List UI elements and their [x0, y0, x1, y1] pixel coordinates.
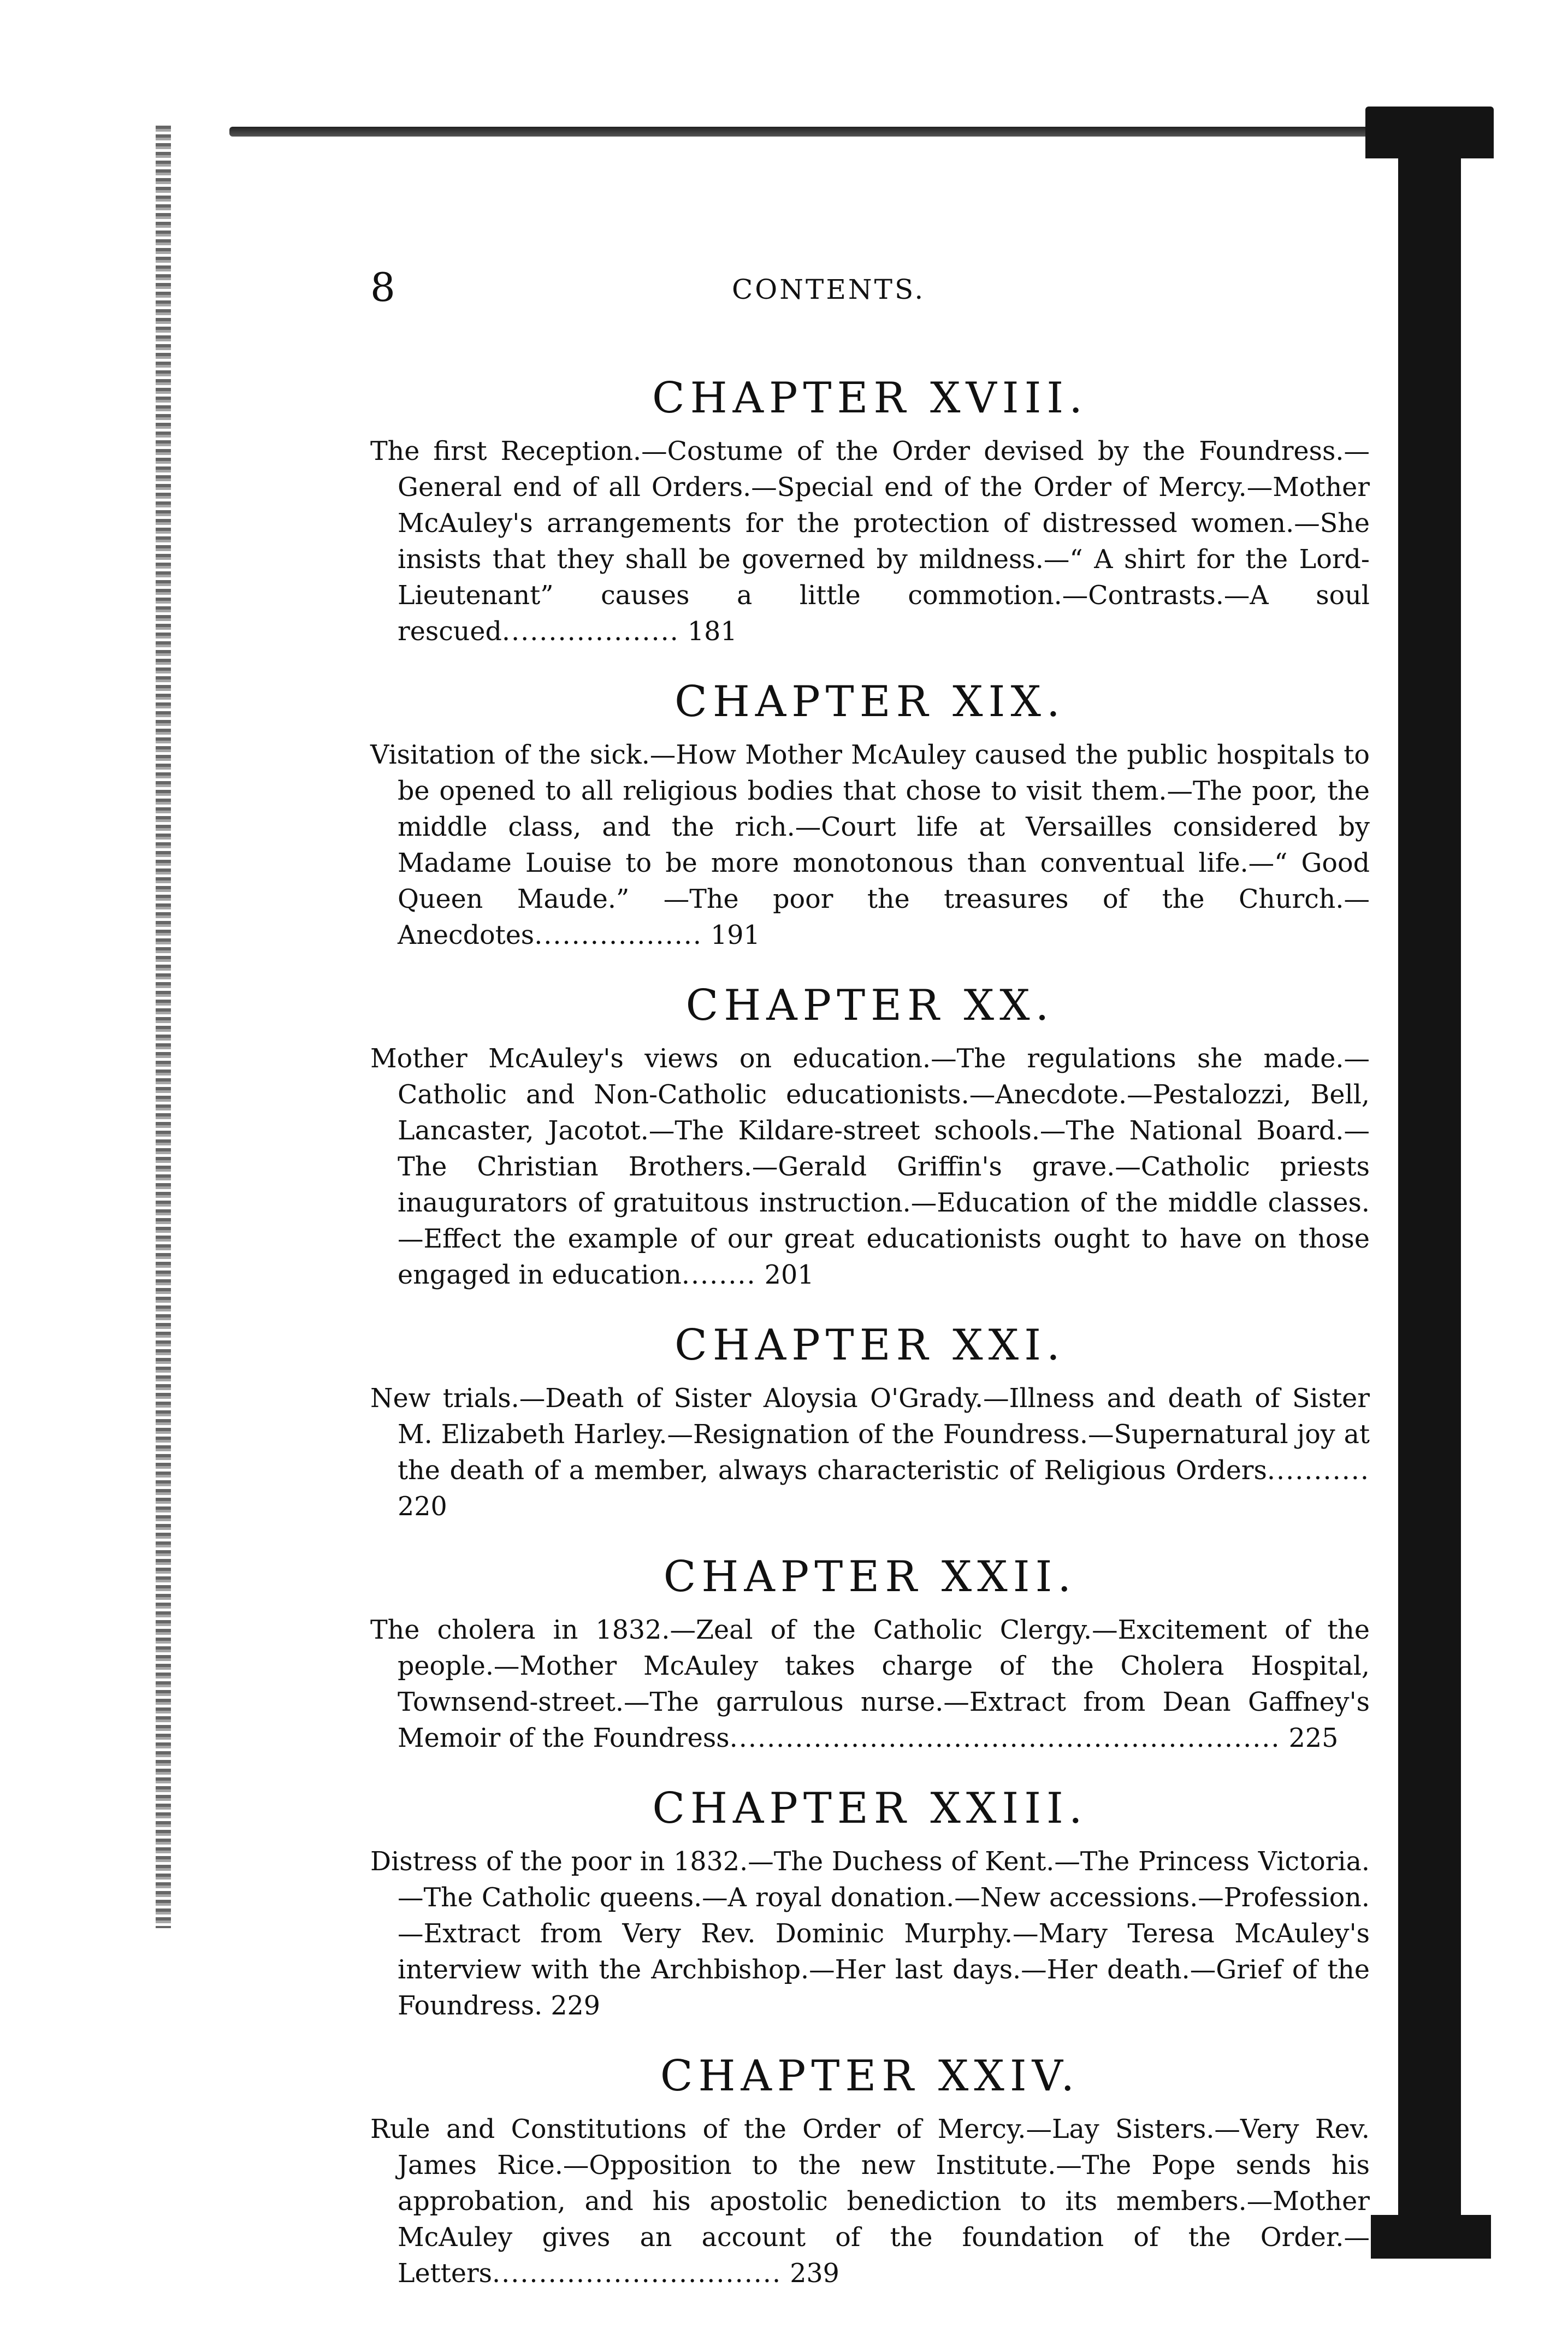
- chapter-summary: [370, 1612, 1370, 1757]
- top-rule: [229, 127, 1404, 137]
- chapter-heading: CHAPTER XXIII.: [652, 1784, 1088, 1833]
- running-title: CONTENTS.: [732, 274, 926, 305]
- chapter-entry: [370, 1784, 1370, 2024]
- summary-text: Distress of the poor in 1832.—The Duchess of Kent.—The Princess Victoria.—The Catholic queens.—A royal donation.—New accessions.—Profession.—Extract from Very Rev. Dominic Murphy.—Mary Teresa McAuley's interview with the Archbishop.—Her last days.—Her death.—Grief of the Foundress.: [370, 1847, 1370, 2021]
- chapter-heading: CHAPTER XIX.: [674, 677, 1066, 726]
- page-reference: 225: [1288, 1723, 1339, 1753]
- dot-leader: ...................: [501, 617, 679, 647]
- chapter-entry: [370, 1552, 1370, 1757]
- summary-text: The cholera in 1832.—Zeal of the Catholic Clergy.—Excitement of the people.—Mother McAuley takes charge of the Cholera Hospital, Townsend-street.—The garrulous nurse.—Extract from Dean Gaffney's Memoir of the Foundress: [370, 1615, 1370, 1753]
- chapter-entry: [370, 981, 1370, 1293]
- chapter-summary: [370, 434, 1370, 650]
- chapter-entry: [370, 2052, 1370, 2292]
- chapter-entry: [370, 677, 1370, 954]
- summary-text: Rule and Constitutions of the Order of Mercy.—Lay Sisters.—Very Rev. James Rice.—Opposition to the new Institute.—The Pope sends his approbation, and his apostolic benediction to its members.—Mother McAuley gives an account of the foundation of the Order.—Letters: [370, 2114, 1370, 2289]
- page-reference: 181: [687, 617, 737, 647]
- chapter-summary: [370, 1844, 1370, 2024]
- summary-text: Mother McAuley's views on education.—The regulations she made.—Catholic and Non-Catholic educationists.—Anecdote.—Pestalozzi, Bell, Lancaster, Jacotot.—The Kildare-street schools.—The National Board.—The Christian Brothers.—Gerald Griffin's grave.—Catholic priests inaugurators of gratuitous instruction.—Education of the middle classes.—Effect the example of our great educationists ought to have on those engaged in education: [370, 1044, 1370, 1290]
- chapter-heading: CHAPTER XXII.: [663, 1552, 1077, 1602]
- chapter-summary: [370, 737, 1370, 954]
- dot-leader: ...........: [1267, 1456, 1370, 1486]
- chapter-entry: [370, 1321, 1370, 1525]
- dot-leader: ...............................: [492, 2259, 782, 2289]
- right-bar-foot: [1371, 2215, 1491, 2259]
- chapter-summary: [370, 1381, 1370, 1525]
- contents-list: [370, 374, 1370, 2323]
- page-reference: 191: [711, 920, 760, 950]
- chapter-summary: [370, 1041, 1370, 1293]
- page-reference: 201: [764, 1260, 814, 1290]
- page-reference: 229: [551, 1991, 600, 2021]
- dot-leader: ........: [681, 1260, 756, 1290]
- summary-text: New trials.—Death of Sister Aloysia O'Grady.—Illness and death of Sister M. Elizabeth Harley.—Resignation of the Foundress.—Supernatural joy at the death of a member, always characteristic of Religious Orders: [370, 1384, 1370, 1486]
- summary-text: The first Reception.—Costume of the Order devised by the Foundress.—General end of all Orders.—Special end of the Order of Mercy.—Mother McAuley's arrangements for the protection of distressed women.—She insists that they shall be governed by mildness.—“ A shirt for the Lord-Lieutenant” causes a little commotion.—Contrasts.—A soul rescued: [370, 436, 1370, 647]
- chapter-heading: CHAPTER XVIII.: [652, 374, 1088, 423]
- scan-edge-mark: [156, 126, 171, 1928]
- page-number: 8: [370, 264, 395, 310]
- summary-text: Visitation of the sick.—How Mother McAuley caused the public hospitals to be opened to all religious bodies that chose to visit them.—The poor, the middle class, and the rich.—Court life at Versailles considered by Madame Louise to be more monotonous than conventual life.—“ Good Queen Maude.” —The poor the treasures of the Church.—Anecdotes: [370, 740, 1370, 950]
- dot-leader: ..................: [534, 920, 702, 950]
- chapter-entry: [370, 374, 1370, 650]
- chapter-summary: [370, 2112, 1370, 2292]
- dot-leader: ...........................................................: [729, 1723, 1281, 1753]
- chapter-heading: CHAPTER XXIV.: [660, 2052, 1080, 2101]
- page-reference: 239: [790, 2259, 839, 2289]
- page-reference: 220: [398, 1492, 447, 1522]
- chapter-heading: CHAPTER XX.: [685, 981, 1055, 1030]
- chapter-heading: CHAPTER XXI.: [674, 1321, 1066, 1370]
- right-border-bar: [1398, 115, 1461, 2245]
